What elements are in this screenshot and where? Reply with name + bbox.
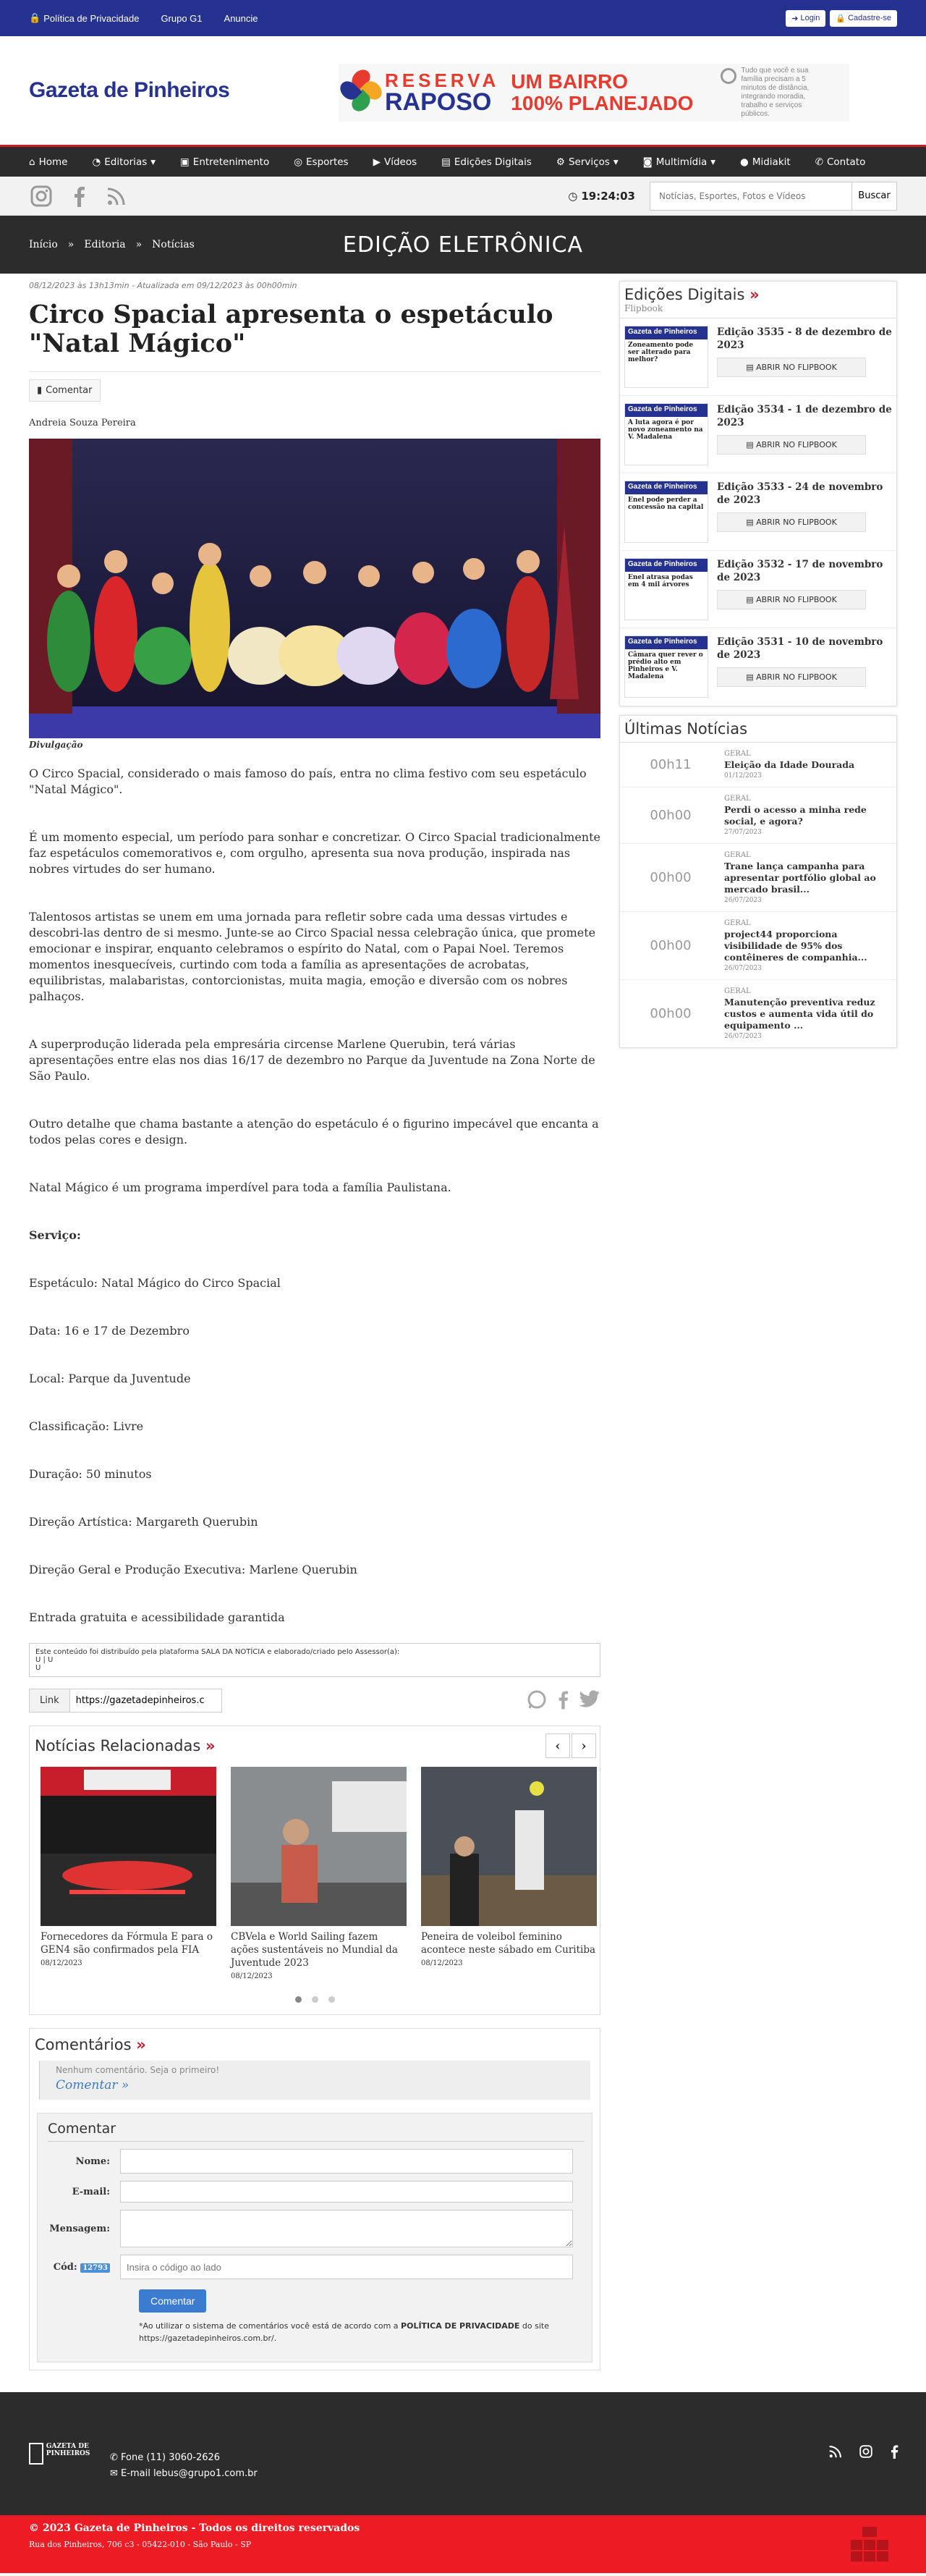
envelope-icon: ✉ [110, 2468, 118, 2479]
file-icon: ▤ [746, 440, 754, 449]
page-title: EDIÇÃO ELETRÔNICA [342, 232, 584, 258]
carousel-dots [33, 1996, 596, 2003]
ad-banner[interactable] [339, 64, 849, 122]
nav-videos[interactable]: ▶ Vídeos [373, 156, 417, 168]
article-photo[interactable] [29, 439, 600, 738]
clock-icon: ◷ [568, 189, 578, 203]
email-label: E-mail: [72, 2186, 110, 2197]
news-date: 27/07/2023 [724, 829, 762, 836]
open-flipbook-button[interactable]: ▤ ABRIR NO FLIPBOOK [717, 590, 866, 609]
captcha-code: 12793 [80, 2263, 110, 2273]
name-field[interactable] [120, 2149, 573, 2174]
related-card-title: Fornecedores da Fórmula E para o GEN4 são confirmados pela FIA [41, 1931, 213, 1956]
search-form [650, 182, 897, 211]
edition-title[interactable]: Edição 3535 - 8 de dezembro de 2023 [717, 326, 892, 351]
auth-buttons [786, 10, 897, 27]
article-body [29, 766, 600, 1626]
open-flipbook-button[interactable]: ▤ ABRIR NO FLIPBOOK [717, 435, 866, 455]
related-card[interactable] [421, 1767, 597, 1980]
news-category: GERAL [724, 919, 751, 927]
editions-title: Edições Digitais » [624, 286, 760, 303]
site-header [0, 36, 926, 145]
phone-icon: ✆ [110, 2452, 118, 2463]
related-card[interactable] [41, 1767, 216, 1980]
breadcrumb-editoria[interactable]: Editoria [84, 239, 126, 250]
edition-item[interactable] [620, 473, 896, 551]
code-label: Cód: 12793 [48, 2262, 120, 2273]
related-header [33, 1733, 596, 1758]
related-card-image [231, 1767, 407, 1926]
carousel-dot[interactable] [312, 1996, 318, 2003]
share-row [29, 1689, 600, 1713]
article-paragraph: Duração: 50 minutos [29, 1467, 152, 1481]
clock [568, 190, 635, 203]
related-card-title: CBVela e World Sailing fazem ações sustentáveis no Mundial da Juventude 2023 [231, 1931, 398, 1969]
nav-contato[interactable]: ✆ Contato [815, 156, 866, 168]
editions-subtitle: Flipbook [620, 303, 896, 318]
flower-logo-icon [340, 67, 383, 118]
search-input[interactable] [650, 182, 851, 210]
form-title: Comentar [48, 2121, 585, 2142]
related-card-image [41, 1767, 216, 1926]
latest-news [619, 715, 897, 1048]
news-category: GERAL [724, 851, 751, 859]
search-button[interactable]: Buscar [851, 182, 896, 210]
home-icon: ⌂ [29, 156, 35, 168]
breadcrumb-separator: » [135, 239, 143, 250]
file-icon: ▤ [746, 518, 754, 527]
carousel-controls [545, 1733, 596, 1758]
news-date: 26/07/2023 [724, 965, 762, 972]
carousel-next-icon[interactable]: › [572, 1733, 596, 1758]
breadcrumb [29, 239, 195, 250]
nav-multimidia[interactable]: ◙ Multimídia ▾ [642, 156, 716, 168]
photo-caption: Divulgação [29, 740, 83, 750]
digital-editions [619, 281, 897, 706]
code-field[interactable] [120, 2255, 573, 2279]
comments-title: Comentários » [35, 2036, 146, 2053]
message-label: Mensagem: [49, 2223, 110, 2234]
developer-logo-icon[interactable] [849, 2525, 890, 2563]
grupo-g1-link[interactable]: Grupo G1 [161, 12, 203, 24]
form-row-name [48, 2149, 585, 2174]
rss-icon[interactable] [829, 2444, 842, 2462]
news-title[interactable]: Trane lança campanha para apresentar portfólio global ao mercado brasil... [724, 861, 876, 895]
nav-edicoes-digitais[interactable]: ▤ Edições Digitais [441, 156, 532, 168]
article-meta: 08/12/2023 às 13h13min - Atualizada em 09/12/2023 às 00h00min [29, 281, 297, 290]
article-paragraph: Natal Mágico é um programa imperdível para toda a família Paulistana. [29, 1181, 451, 1194]
edition-thumbnail: Gazeta de Pinheiros Enel atrasa podas em 4 mil árvores [624, 558, 708, 620]
article-paragraph: Classificação: Livre [29, 1419, 144, 1433]
instagram-icon[interactable] [859, 2444, 872, 2462]
footer-social [829, 2444, 899, 2462]
file-icon: ▤ [441, 156, 451, 168]
rss-icon[interactable] [104, 184, 129, 208]
news-time: 00h11 [650, 757, 692, 772]
clock-icon [721, 68, 736, 84]
ball-icon: ◎ [294, 156, 302, 168]
edition-title[interactable]: Edição 3533 - 24 de novembro de 2023 [717, 481, 883, 506]
clock-time: 19:24:03 [581, 189, 635, 203]
share-link-input[interactable] [70, 1689, 222, 1713]
file-icon: ▤ [746, 595, 754, 604]
lock-icon: 🔒 [836, 14, 846, 23]
related-card-date: 08/12/2023 [421, 1959, 463, 1967]
main-nav [0, 145, 926, 177]
news-title[interactable]: Manutenção preventiva reduz custos e aumenta vida útil do equipamento ... [724, 997, 875, 1031]
edition-thumbnail: Gazeta de Pinheiros Enel pode perder a concessão na capital [624, 481, 708, 543]
nav-servicos[interactable]: ⚙ Serviços ▾ [556, 156, 619, 168]
latest-news-item[interactable] [620, 980, 896, 1047]
camera-icon: ◙ [642, 156, 653, 168]
ad-text: Tudo que você e sua família precisam a 5 minutos de distância, integrando moradia, trabalho e serviços públicos. [721, 67, 829, 119]
play-icon: ▶ [373, 156, 381, 168]
nav-entretenimento[interactable]: ▣ Entretenimento [180, 156, 270, 168]
article-author: Andreia Souza Pereira [29, 418, 136, 428]
comments-panel [29, 2028, 600, 2370]
article-paragraph: Direção Geral e Produção Executiva: Marlene Querubin [29, 1563, 357, 1576]
footer-phone: ✆ Fone (11) 3060-2626 [110, 2452, 221, 2463]
no-comments-text: Nenhum comentário. Seja o primeiro! [56, 2065, 220, 2075]
user-icon: ● [740, 156, 749, 168]
facebook-icon[interactable] [67, 184, 91, 208]
related-card-date: 08/12/2023 [41, 1959, 82, 1967]
news-date: 01/12/2023 [724, 772, 762, 780]
news-date: 26/07/2023 [724, 1033, 762, 1040]
comment-link[interactable]: Comentar » [56, 2078, 129, 2093]
news-title[interactable]: Perdi o acesso a minha rede social, e agora? [724, 804, 867, 827]
file-icon: ▤ [746, 672, 754, 682]
address: Rua dos Pinheiros, 706 c3 - 05422-010 - São Paulo - SP [29, 2540, 252, 2549]
twitter-icon[interactable] [579, 1689, 600, 1713]
news-time: 00h00 [650, 808, 692, 823]
submit-comment-button[interactable]: Comentar [139, 2289, 206, 2313]
edition-item[interactable] [620, 396, 896, 473]
related-cards [33, 1767, 596, 1980]
share-buttons [527, 1689, 600, 1713]
news-title[interactable]: Eleição da Idade Dourada [724, 759, 855, 770]
caret-down-icon: ▾ [613, 156, 619, 168]
open-flipbook-button[interactable]: ▤ ABRIR NO FLIPBOOK [717, 512, 866, 532]
article-paragraph: Talentosos artistas se unem em uma jornada para refletir sobre cada uma dessas virtudes e descobri-las dentro de si mesmo. Junte-se ao Circo Spacial nessa celebração única, que promete emocionar e inspirar, enquanto celebramos o espírito do Natal, com o Papai Noel. Teremos momentos inesquecíveis, curtindo com toda a família as apresentações de acrobatas, equilibristas, malabaristas, contorcionistas, muita magia, emoção e diversão com os nobres palhaços. [29, 910, 596, 1003]
latest-news-item[interactable] [620, 912, 896, 980]
facebook-share-icon[interactable] [557, 1689, 569, 1713]
news-time: 00h00 [650, 1006, 692, 1021]
article-paragraph: A superprodução liderada pela empresária circense Marlene Querubin, terá várias apresentações entre elas nos dias 16/17 de dezembro no Parque da Juventude na Zona Norte de São Paulo. [29, 1037, 595, 1083]
edition-item[interactable] [620, 628, 896, 706]
newspaper-icon [29, 2443, 43, 2465]
sidebar [619, 281, 897, 2370]
advertise-link[interactable]: Anuncie [224, 12, 258, 24]
nav-esportes[interactable]: ◎ Esportes [294, 156, 349, 168]
article-paragraph: Direção Artística: Margareth Querubin [29, 1515, 258, 1529]
gear-icon: ⚙ [556, 156, 565, 168]
form-row-message [48, 2210, 585, 2247]
footer-bottom [0, 2515, 926, 2573]
news-title[interactable]: project44 proporciona visibilidade de 95% dos contêineres de companhia... [724, 929, 867, 963]
article-paragraph: O Circo Spacial, considerado o mais famoso do país, entra no clima festivo com seu espetáculo "Natal Mágico". [29, 767, 587, 796]
footer-info [29, 2443, 110, 2465]
content-notice: Este conteúdo foi distribuído pela plataforma SALA DA NOTÍCIA e elaborado/criado pelo Assessor(a): U | U U [29, 1643, 600, 1677]
content-wrapper [0, 281, 926, 2370]
footer [0, 2392, 926, 2515]
whatsapp-icon[interactable] [527, 1689, 547, 1713]
phone-icon: ✆ [815, 156, 823, 168]
email-field[interactable] [120, 2181, 573, 2203]
edition-item[interactable] [620, 318, 896, 396]
footer-email[interactable]: ✉ E-mail lebus@grupo1.com.br [110, 2468, 258, 2479]
privacy-link[interactable]: 🔒 Política de Privacidade [29, 12, 140, 24]
article-paragraph: Local: Parque da Juventude [29, 1372, 191, 1385]
link-label: Link [29, 1689, 70, 1713]
instagram-icon[interactable] [29, 184, 54, 208]
form-row-email [48, 2181, 585, 2203]
edition-title[interactable]: Edição 3534 - 1 de dezembro de 2023 [717, 404, 892, 428]
edition-title[interactable]: Edição 3532 - 17 de novembro de 2023 [717, 559, 883, 583]
open-flipbook-button[interactable]: ▤ ABRIR NO FLIPBOOK [717, 358, 866, 377]
open-flipbook-button[interactable]: ▤ ABRIR NO FLIPBOOK [717, 667, 866, 687]
carousel-prev-icon[interactable]: ‹ [545, 1733, 570, 1758]
top-links [29, 12, 258, 24]
name-label: Nome: [75, 2155, 110, 2167]
article-paragraph: Entrada gratuita e acessibilidade garantida [29, 1610, 285, 1624]
privacy-note: *Ao utilizar o sistema de comentários você está de acordo com a POLÍTICA DE PRIVACIDADE do site https://gazetadepinheiros.com.br/. [139, 2321, 549, 2343]
article-paragraph: Data: 16 e 17 de Dezembro [29, 1324, 190, 1338]
file-icon: ▤ [746, 363, 754, 372]
sign-in-icon: ➜ [791, 14, 799, 23]
edition-thumbnail: Gazeta de Pinheiros Câmara quer rever o prédio alto em Pinheiros e V. Madalena [624, 635, 708, 698]
comment-button[interactable]: ▮ Comentar [29, 379, 101, 402]
breadcrumb-separator: » [67, 239, 75, 250]
form-row-code [48, 2255, 585, 2279]
copyright: © 2023 Gazeta de Pinheiros - Todos os direitos reservados [29, 2522, 360, 2534]
latest-news-item[interactable] [620, 743, 896, 787]
latest-news-item[interactable] [620, 844, 896, 912]
breadcrumb-home[interactable]: Início [29, 239, 58, 250]
article-paragraph: Espetáculo: Natal Mágico do Circo Spacial [29, 1276, 281, 1290]
article-column [29, 281, 600, 2370]
related-card[interactable] [231, 1767, 407, 1980]
edition-thumbnail: Gazeta de Pinheiros A luta agora é por novo zoneamento na V. Madalena [624, 403, 708, 465]
article-paragraph: Outro detalhe que chama bastante a atenção do espetáculo é o figurino impecável que encanta a todos pelas cores e design. [29, 1117, 599, 1146]
carousel-dot[interactable] [295, 1996, 302, 2003]
signup-button[interactable]: 🔒 Cadastre-se [830, 10, 897, 27]
page-title-bar [0, 216, 926, 274]
caret-down-icon: ▾ [150, 156, 156, 168]
edition-thumbnail: Gazeta de Pinheiros Zoneamento pode ser alterado para melhor? [624, 326, 708, 388]
breadcrumb-noticias[interactable]: Notícias [152, 239, 195, 250]
comments-list [39, 2061, 590, 2100]
article-title: Circo Spacial apresenta o espetáculo "Natal Mágico" [29, 300, 600, 372]
news-category: GERAL [724, 987, 751, 995]
related-card-title: Peneira de voleibol feminino acontece neste sábado em Curitiba [421, 1931, 596, 1956]
message-field[interactable] [120, 2210, 573, 2247]
book-icon: ▣ [180, 156, 190, 168]
login-button[interactable]: ➜ Login [786, 10, 825, 27]
edition-item[interactable] [620, 551, 896, 628]
carousel-dot[interactable] [328, 1996, 335, 2003]
related-card-date: 08/12/2023 [231, 1972, 273, 1980]
article-paragraph: Serviço: [29, 1228, 81, 1242]
latest-news-item[interactable] [620, 787, 896, 844]
news-category: GERAL [724, 750, 751, 758]
nav-editorias[interactable]: ◔ Editorias ▾ [92, 156, 156, 168]
site-logo[interactable]: Gazeta de Pinheiros [29, 78, 230, 102]
related-title: Notícias Relacionadas » [35, 1737, 216, 1754]
ad-slogan: UM BAIRRO 100% PLANEJADO [511, 70, 694, 114]
social-links [29, 184, 129, 208]
article-paragraph: É um momento especial, um período para sonhar e concretizar. O Circo Spacial tradicionalmente faz espetáculos comemorativos e, com orgulho, apresenta sua nova produção, inspirada nas nobres virtudes do ser humano. [29, 830, 600, 876]
related-card-image [421, 1767, 597, 1926]
news-time: 00h00 [650, 938, 692, 953]
related-news [29, 1726, 600, 2015]
footer-contact [110, 2450, 258, 2482]
rss-icon: ◔ [92, 156, 101, 168]
comment-form [37, 2113, 592, 2362]
sub-bar [0, 177, 926, 216]
news-category: GERAL [724, 795, 751, 803]
nav-home[interactable]: ⌂ Home [29, 156, 68, 168]
footer-logo[interactable]: GAZETA DE PINHEIROS [29, 2443, 110, 2465]
news-date: 26/07/2023 [724, 897, 762, 904]
latest-title: Últimas Notícias [620, 716, 896, 743]
nav-midiakit[interactable]: ● Midiakit [740, 156, 791, 168]
caret-down-icon: ▾ [710, 156, 716, 168]
news-time: 00h00 [650, 870, 692, 885]
lock-icon: 🔒 [29, 12, 41, 23]
edition-title[interactable]: Edição 3531 - 10 de novembro de 2023 [717, 636, 883, 661]
ad-brand: RESERVA RAPOSO [385, 69, 500, 116]
facebook-icon[interactable] [890, 2444, 899, 2462]
comment-icon: ▮ [37, 385, 43, 396]
top-bar [0, 0, 926, 36]
